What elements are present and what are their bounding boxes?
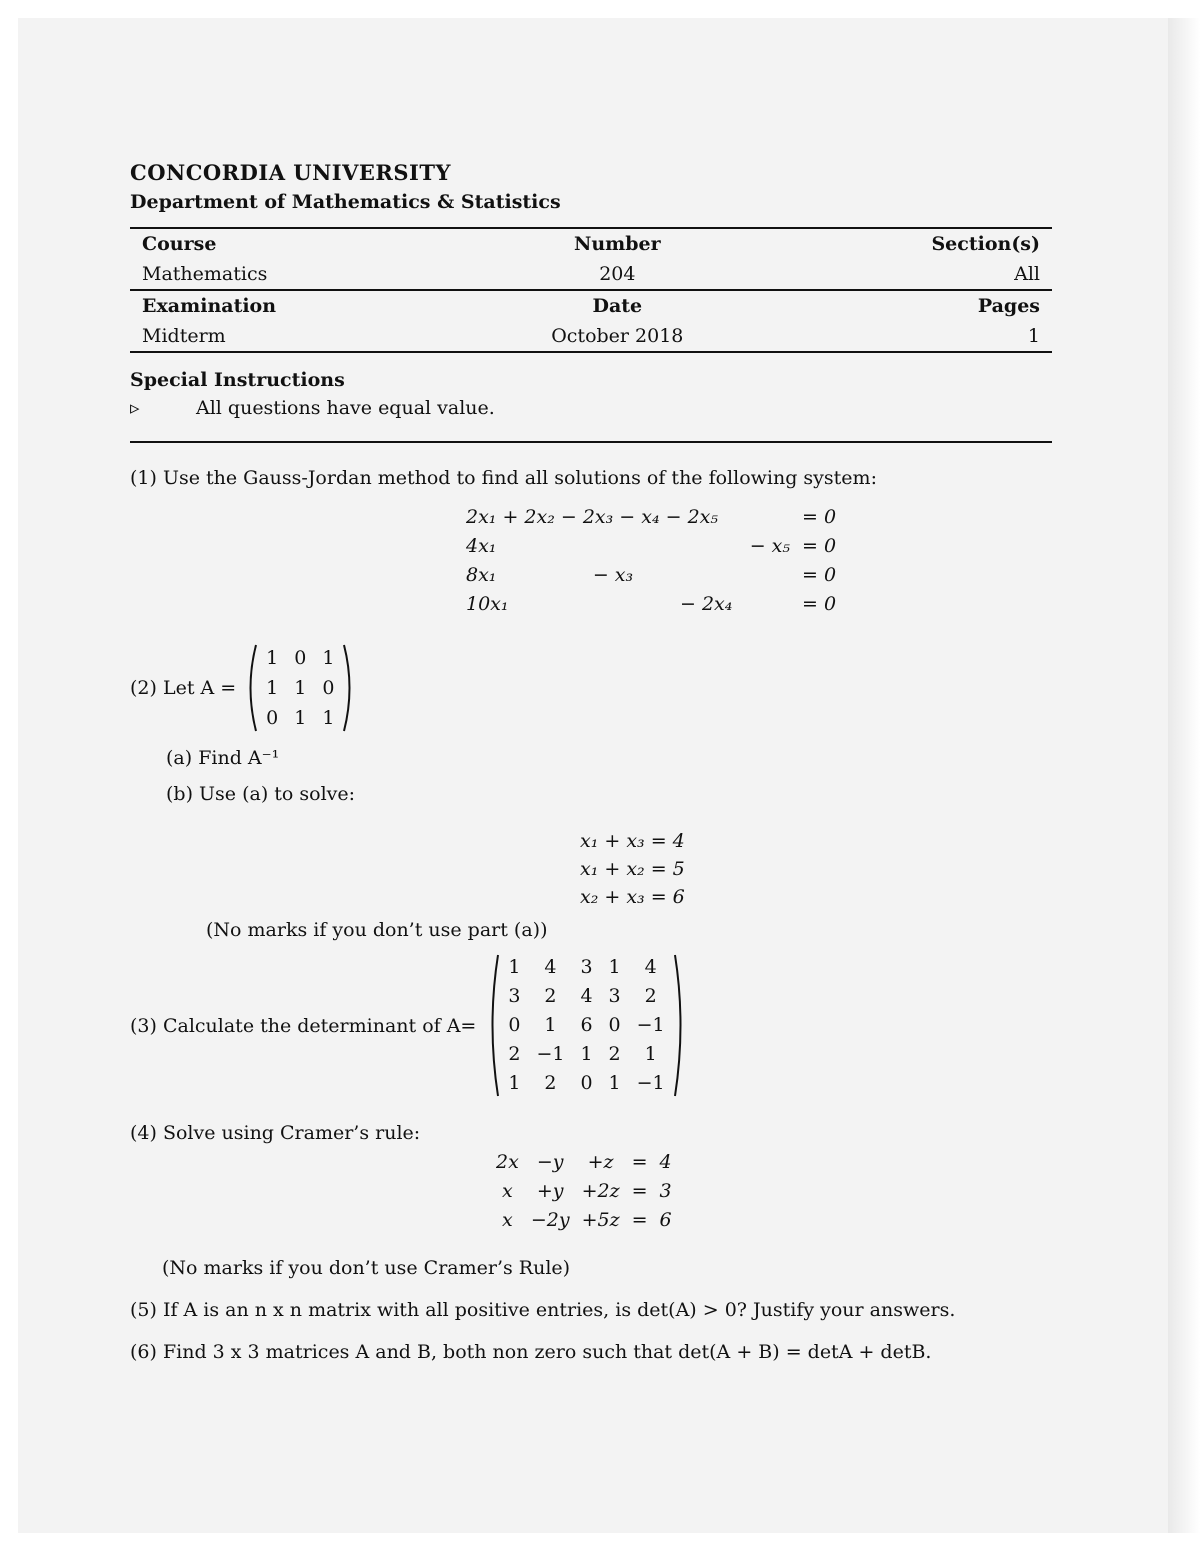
q4-term: = [631,1209,648,1231]
q4-term: +5z [581,1209,620,1231]
paper-edge-shadow [1168,18,1200,1533]
question-5: (5) If A is an n x n matrix with all positive entries, is det(A) > 0? Justify your answers. [130,1299,956,1321]
q2-eq1: x₁ + x₃ = 4 [580,830,685,852]
matrix-cell: 0 [608,1014,621,1036]
course-label: Course [130,228,456,259]
q4-eq-row [490,1206,678,1235]
q1-eq2-rhs: = 0 [802,535,837,557]
matrix-cell: 4 [544,956,557,978]
q1-eq4-x1: 10x₁ [466,593,509,615]
pages-label: Pages [778,290,1052,321]
q2-eq3: x₂ + x₃ = 6 [580,886,685,908]
matrix-cell: 1 [508,956,521,978]
q4-term: 2x [496,1151,519,1173]
q4-eq-row [490,1177,678,1206]
matrix-cell: 1 [322,646,335,669]
q4-term: x [502,1180,513,1202]
matrix-cell: 1 [608,1072,621,1094]
q4-term: +2z [581,1180,620,1202]
matrix-cell: 0 [322,676,335,699]
matrix-cell: −1 [536,1043,565,1065]
q1-eq3-x1: 8x₁ [466,564,497,586]
q4-term: 3 [659,1180,672,1202]
matrix-cell: −1 [636,1014,665,1036]
question-6: (6) Find 3 x 3 matrices A and B, both non zero such that det(A + B) = detA + detB. [130,1341,932,1363]
q1-eq4-rhs: = 0 [802,593,837,615]
special-instructions-title: Special Instructions [130,369,345,391]
matrix-cell: 2 [544,1072,557,1094]
q4-eq-row [490,1148,678,1177]
university-name: CONCORDIA UNIVERSITY [130,160,451,185]
question-1 [130,467,1052,619]
right-paren [673,953,687,1098]
q1-eq3-rhs: = 0 [802,564,837,586]
triangle-bullet-icon: ▹ [130,397,140,419]
matrix-cell: 6 [580,1014,593,1036]
q2-eq2: x₁ + x₂ = 5 [580,858,685,880]
q2-part-b: (b) Use (a) to solve: [166,783,356,805]
pages-value: 1 [778,321,1052,352]
matrix-cell: 1 [644,1043,657,1065]
question-3 [130,953,1052,1098]
q1-eq4-x4: − 2x₄ [680,593,733,615]
matrix-cell: 1 [608,956,621,978]
question-4 [130,1122,1052,1279]
q4-term: 6 [659,1209,672,1231]
matrix-cell: 2 [608,1043,621,1065]
q2-part-a: (a) Find A⁻¹ [166,747,280,769]
q4-term: = [631,1151,648,1173]
q1-eq2-x1: 4x₁ [466,535,497,557]
q4-term: +z [587,1151,614,1173]
q1-eq-row [460,561,842,590]
right-paren [342,643,356,733]
course-value: Mathematics [142,263,268,285]
q3-matrix [486,953,686,1098]
exam-value: Midterm [130,321,456,352]
section-divider [130,441,1052,443]
q4-system [490,1148,678,1235]
q1-eq-row [460,503,842,532]
matrix-cell: 1 [544,1014,557,1036]
q2-matrix [244,643,356,733]
matrix-cell: 1 [294,706,307,729]
q1-eq1-lhs: 2x₁ + 2x₂ − 2x₃ − x₄ − 2x₅ [466,506,719,528]
matrix-cell: −1 [636,1072,665,1094]
matrix-cell: 3 [508,985,521,1007]
matrix-cell: 2 [544,985,557,1007]
q4-term: 4 [659,1151,672,1173]
matrix-cell: 1 [508,1072,521,1094]
matrix-cell: 1 [294,676,307,699]
matrix-cell: 3 [580,956,593,978]
matrix-cell: 1 [322,706,335,729]
matrix-cell: 4 [580,985,593,1007]
q2-system [580,827,1052,911]
q1-eq2-x5: − x₅ [749,535,790,557]
question-2 [130,643,1052,733]
date-value: October 2018 [456,321,778,352]
q4-term: x [502,1209,513,1231]
q1-eq3-x3: − x₃ [592,564,634,586]
matrix-cell: 0 [294,646,307,669]
exam-info-table [130,227,1052,353]
instruction-item [130,397,1052,419]
matrix-cell: 2 [644,985,657,1007]
date-label: Date [456,290,778,321]
q1-eq-row [460,590,842,619]
department-name: Department of Mathematics & Statistics [130,191,561,213]
q3-matrix-body [500,953,672,1098]
q4-term: −y [536,1151,564,1173]
sections-label: Section(s) [778,228,1052,259]
matrix-cell: 3 [608,985,621,1007]
number-value: 204 [599,263,636,285]
question-4-label: (4) Solve using Cramer’s rule: [130,1122,421,1144]
q2-matrix-body [258,643,342,733]
left-paren [486,953,500,1098]
question-1-text: (1) Use the Gauss-Jordan method to find all solutions of the following system: [130,467,877,489]
q1-system [460,503,842,619]
matrix-cell: 2 [508,1043,521,1065]
q4-term: = [631,1180,648,1202]
matrix-cell: 1 [266,646,279,669]
exam-label: Examination [130,290,456,321]
q4-term: −2y [530,1209,570,1231]
q1-eq1-rhs: = 0 [802,506,837,528]
instruction-text: All questions have equal value. [196,397,495,419]
q4-term: +y [536,1180,564,1202]
q4-note: (No marks if you don’t use Cramer’s Rule) [162,1257,571,1279]
q1-eq-row [460,532,842,561]
left-paren [244,643,258,733]
question-3-label: (3) Calculate the determinant of A= [130,1014,477,1037]
number-label: Number [456,228,778,259]
matrix-cell: 0 [266,706,279,729]
question-2-label: (2) Let A = [130,677,237,699]
matrix-cell: 0 [580,1072,593,1094]
matrix-cell: 1 [266,676,279,699]
q2-note: (No marks if you don’t use part (a)) [206,919,548,941]
exam-content [130,160,1052,1363]
matrix-cell: 1 [580,1043,593,1065]
matrix-cell: 0 [508,1014,521,1036]
sections-value: All [1014,263,1040,285]
matrix-cell: 4 [644,956,657,978]
